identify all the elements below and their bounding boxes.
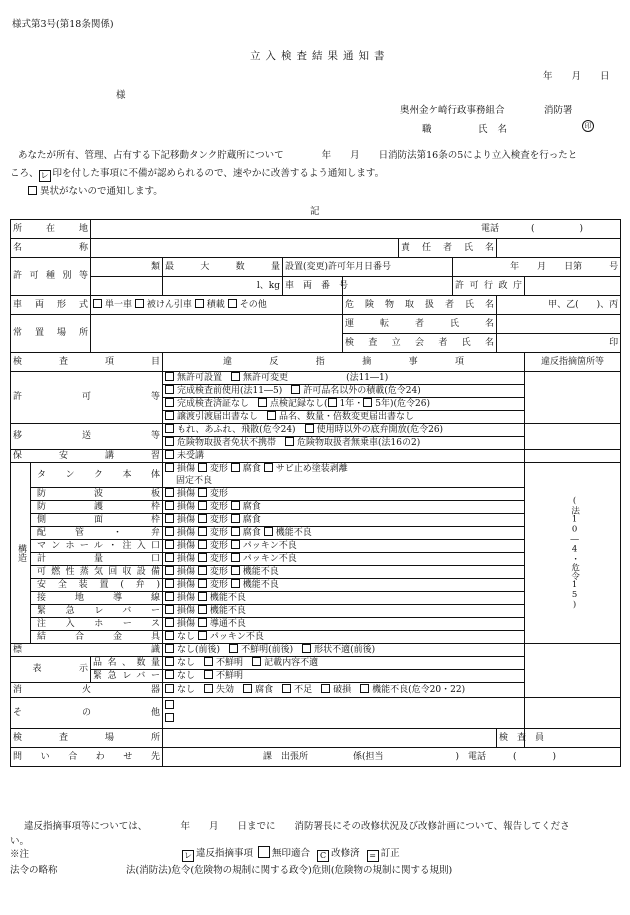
vehicle-type-label: 車 両 形 式	[11, 296, 91, 315]
hazmat-classes[interactable]: 甲、乙( )、丙	[497, 296, 621, 315]
footer-line-1: 違反指摘事項等については、 年 月 日までに 消防署長にその改修状況及び改修計画について、報告してくださ	[24, 821, 570, 832]
kind-label: 類	[91, 258, 163, 277]
sign-row[interactable]: なし(前後) 不鮮明(前後) 形状不適(前後)	[163, 644, 525, 657]
body-line-1: あなたが所有、管理、占有する下記移動タンク貯蔵所について 年 月 日消防法第16条の5により立入検査を行ったと	[18, 150, 578, 161]
structure-row-tank[interactable]: 損傷 変形 腐食 サビ止め塗装剥離 固定不良	[163, 463, 525, 488]
parking-label: 常 置 場 所	[11, 315, 91, 353]
responsible-cell[interactable]	[497, 239, 621, 258]
structure-row-side-frame[interactable]: 損傷 変形 腐食	[163, 514, 525, 527]
setup-label: 設置(変更)許可年月日番号	[283, 258, 453, 277]
col-article: 違反指摘箇所等	[525, 353, 621, 372]
structure-name-tank: タンク本体	[31, 463, 163, 488]
setup-date-no[interactable]: 年 月 日第 号	[453, 258, 621, 277]
inspect-place-label: 検 査 場 所	[11, 729, 163, 748]
empty-legend-icon	[258, 846, 270, 858]
inspection-table	[10, 219, 621, 767]
form-number: 様式第3号(第18条関係)	[12, 19, 114, 30]
name-label: 名 称	[11, 239, 91, 258]
structure-name-vapor-recovery: 可燃性蒸気回収設備	[31, 566, 163, 579]
structure-name-injection-hose: 注入ホース	[31, 618, 163, 631]
permit-article-cell[interactable]	[525, 372, 621, 424]
permit-type-label: 許可種別等	[11, 258, 91, 296]
structure-row-manhole[interactable]: 損傷 変形 パッキン不良	[163, 540, 525, 553]
sign-label: 標 識	[11, 644, 163, 657]
permit-office-cell[interactable]	[525, 277, 621, 296]
structure-row-vapor-recovery[interactable]: 損傷 変形 機能不良	[163, 566, 525, 579]
permit-label: 許 可 等	[11, 372, 163, 424]
structure-name-guard: 防護枠	[31, 501, 163, 514]
inspect-place-cell[interactable]	[163, 729, 497, 748]
extinguisher-label: 消 火 器	[11, 683, 163, 698]
structure-name-side-frame: 側面枠	[31, 514, 163, 527]
witness-seal[interactable]: 印	[497, 334, 621, 353]
structure-row-emergency-lever[interactable]: 損傷 機能不良	[163, 605, 525, 618]
responsible-label: 責任者氏名	[399, 239, 497, 258]
display-name-lever: 緊急レバー	[91, 670, 163, 683]
permit-row-1[interactable]: 無許可設置 無許可変更 (法11―1)	[163, 372, 525, 385]
driver-cell[interactable]	[497, 315, 621, 334]
document-title: 立入検査結果通知書	[250, 50, 390, 62]
structure-row-ground-wire[interactable]: 損傷 機能不良	[163, 592, 525, 605]
location-cell[interactable]: 電話 ( )	[91, 220, 621, 239]
structure-row-gauge-port[interactable]: 損傷 変形 パッキン不良	[163, 553, 525, 566]
permit-office-label: 許可行政庁	[453, 277, 525, 296]
col-item: 検 査 項 目	[11, 353, 163, 372]
structure-name-emergency-lever: 緊急レバー	[31, 605, 163, 618]
structure-label: 構造	[11, 463, 31, 644]
structure-row-coupling[interactable]: なし パッキン不良	[163, 631, 525, 644]
display-row-product[interactable]: なし 不鮮明 記載内容不適	[163, 657, 525, 670]
structure-row-piping[interactable]: 損傷 変形 腐食 機能不良	[163, 527, 525, 540]
extinguisher-row[interactable]: なし 失効 腐食 不足 破損 機能不良(危令20・22)	[163, 683, 525, 698]
transport-row-2[interactable]: 危険物取扱者免状不携帯 危険物取扱者無乗車(法16の2)	[163, 437, 525, 450]
permit-row-3[interactable]: 完成検査済証なし 点検記録なし( 1年・ 5年)(危令26)	[163, 398, 525, 411]
structure-row-injection-hose[interactable]: 損傷 導通不良	[163, 618, 525, 631]
structure-row-safety-valve[interactable]: 損傷 変形 機能不良	[163, 579, 525, 592]
max-qty-unit[interactable]: l、kg	[163, 277, 283, 296]
other-row[interactable]	[163, 698, 525, 729]
structure-name-piping: 配管・弁	[31, 527, 163, 540]
inquiry-cell[interactable]: 課 出張所 係(担当 ) 電話 ( )	[163, 748, 621, 767]
legend: レ 違反指摘事項 無印適合 C 改修済 = 訂正	[184, 848, 400, 860]
structure-name-baffle: 防波板	[31, 488, 163, 501]
security-label: 保 安 講 習	[11, 450, 163, 463]
check-legend-icon: レ	[184, 851, 192, 860]
display-row-lever[interactable]: なし 不鮮明	[163, 670, 525, 683]
permit-row-4[interactable]: 譲渡引渡届出書なし 品名、数量・倍数変更届出書なし	[163, 411, 525, 424]
issuer-title-label: 職	[422, 124, 432, 135]
issuer-dept: 消防署	[544, 105, 573, 116]
body-line-2: ころ、 レ 印を付した事項に不備が認められるので、速やかに改善するよう通知します。	[10, 168, 385, 180]
display-name-product: 品名、数量	[91, 657, 163, 670]
structure-name-gauge-port: 計量口	[31, 553, 163, 566]
security-row[interactable]: 未受講	[163, 450, 525, 463]
max-qty-label: 最 大 数 量	[163, 258, 283, 277]
seal-mark: 印	[582, 120, 594, 132]
structure-row-guard[interactable]: 損傷 変形 腐食	[163, 501, 525, 514]
check-mark-icon: レ	[40, 171, 49, 180]
transport-label: 移 送 等	[11, 424, 163, 450]
inquiry-label: 問い合わせ先	[11, 748, 163, 767]
ki-label: 記	[310, 206, 320, 217]
other-label: そ の 他	[11, 698, 163, 729]
structure-name-safety-valve: 安全装置(弁)	[31, 579, 163, 592]
transport-article-cell[interactable]	[525, 424, 621, 450]
structure-name-coupling: 結合金具	[31, 631, 163, 644]
parking-cell[interactable]	[91, 315, 343, 353]
driver-label: 運 転 者 氏 名	[343, 315, 497, 334]
structure-name-manhole: マンホール・注入口	[31, 540, 163, 553]
issue-date: 年 月 日	[543, 71, 610, 82]
body-line-3: 異状がないので通知します。	[28, 183, 163, 197]
name-cell[interactable]	[91, 239, 399, 258]
note-label: ※注	[10, 849, 30, 860]
transport-row-1[interactable]: もれ、あふれ、飛散(危令24) 使用時以外の底弁開放(危令26)	[163, 424, 525, 437]
hazmat-handler-label: 危険物取扱者氏名	[343, 296, 497, 315]
structure-article-cell: (法10―4・危令15)	[525, 463, 621, 644]
vehicle-type-options[interactable]: 単一車 被けん引車 積載 その他	[91, 296, 343, 315]
inspector-label: 検 査 員	[497, 729, 525, 748]
kind-cell[interactable]	[91, 277, 163, 296]
col-violation: 違 反 指 摘 事 項	[163, 353, 525, 372]
structure-row-baffle[interactable]: 損傷 変形	[163, 488, 525, 501]
addressee-suffix: 様	[116, 90, 126, 101]
fixed-legend-icon: C	[317, 850, 329, 862]
issuer-name-label: 氏名	[478, 124, 518, 135]
vehicle-no-label: 車 両 番 号	[283, 277, 343, 296]
footer-line-2: い。	[10, 836, 30, 847]
display-label: 表 示	[31, 657, 91, 683]
checkbox-icon[interactable]	[28, 186, 37, 195]
issuer-org: 奥州金ケ崎行政事務組合	[400, 105, 505, 116]
vehicle-no-cell[interactable]	[343, 277, 453, 296]
structure-name-ground-wire: 接地導線	[31, 592, 163, 605]
witness-label: 検査立会者氏名	[343, 334, 497, 353]
location-label: 所 在 地	[11, 220, 91, 239]
abbrev-label: 法令の略称	[10, 865, 58, 876]
correction-legend-icon: =	[367, 850, 379, 862]
permit-row-2[interactable]: 完成検査前使用(法11―5) 許可品名以外の積載(危令24)	[163, 385, 525, 398]
abbrev-text: 法(消防法)危令(危険物の規制に関する政令)危則(危険物の規制に関する規則)	[126, 865, 453, 876]
